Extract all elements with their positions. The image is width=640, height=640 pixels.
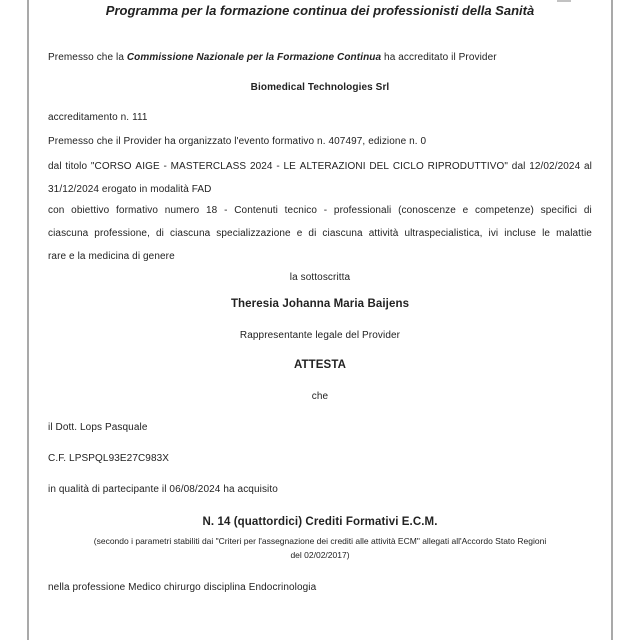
- premise-before: Premesso che la: [48, 52, 127, 63]
- course-title-line-2: 31/12/2024 erogato in modalità FAD: [48, 184, 212, 195]
- premise-line: [48, 50, 592, 65]
- credits-note-line-1: (secondo i parametri stabiliti dai "Criteri per l'assegnazione dei crediti alle attività ECM" allegati all'Accordo Stato Regioni: [93, 536, 547, 546]
- profession-line: nella professione Medico chirurgo disciplina Endocrinologia: [48, 582, 317, 593]
- credits-awarded-line: N. 14 (quattordici) Crediti Formativi E.C.M.: [202, 516, 438, 528]
- objective-line-1: con obiettivo formativo numero 18 - Contenuti tecnico - professionali (conoscenze e competenze) specifici di: [48, 205, 592, 216]
- legal-representative-role: Rappresentante legale del Provider: [239, 330, 401, 341]
- event-line: Premesso che il Provider ha organizzato l'evento formativo n. 407497, edizione n. 0: [48, 136, 427, 147]
- document-page: [27, 0, 613, 640]
- provider-name: Biomedical Technologies Srl: [250, 82, 390, 93]
- objective-paragraph: [48, 199, 592, 268]
- credits-note-line-2: del 02/02/2017): [290, 550, 350, 560]
- cropped-text-artifact: [557, 0, 571, 2]
- participant-line: il Dott. Lops Pasquale: [48, 422, 148, 433]
- premise-after: ha accreditato il Provider: [381, 52, 497, 63]
- document-title: Programma per la formazione continua dei professionisti della Sanità: [105, 3, 535, 18]
- objective-line-2: ciascuna professione, di ciascuna specializzazione e di ciascuna attività ultraspecialistica, ivi incluse le malattie: [48, 228, 592, 239]
- commission-name-emphasis: Commissione Nazionale per la Formazione Continua: [126, 52, 382, 63]
- participation-line: in qualità di partecipante il 06/08/2024 ha acquisito: [48, 484, 278, 495]
- legal-representative-name: Theresia Johanna Maria Baijens: [230, 298, 410, 310]
- that-word: che: [311, 391, 329, 402]
- attest-heading: ATTESTA: [293, 359, 347, 371]
- undersigned-intro: la sottoscritta: [289, 272, 351, 283]
- course-title-line-1: dal titolo "CORSO AIGE - MASTERCLASS 2024 - LE ALTERAZIONI DEL CICLO RIPRODUTTIVO" dal 12/02/2024 al: [48, 161, 592, 172]
- course-title-paragraph: [48, 155, 592, 201]
- fiscal-code-line: C.F. LPSPQL93E27C983X: [48, 453, 170, 464]
- objective-line-3: rare e la medicina di genere: [48, 251, 175, 262]
- accreditation-number-line: accreditamento n. 111: [48, 112, 148, 123]
